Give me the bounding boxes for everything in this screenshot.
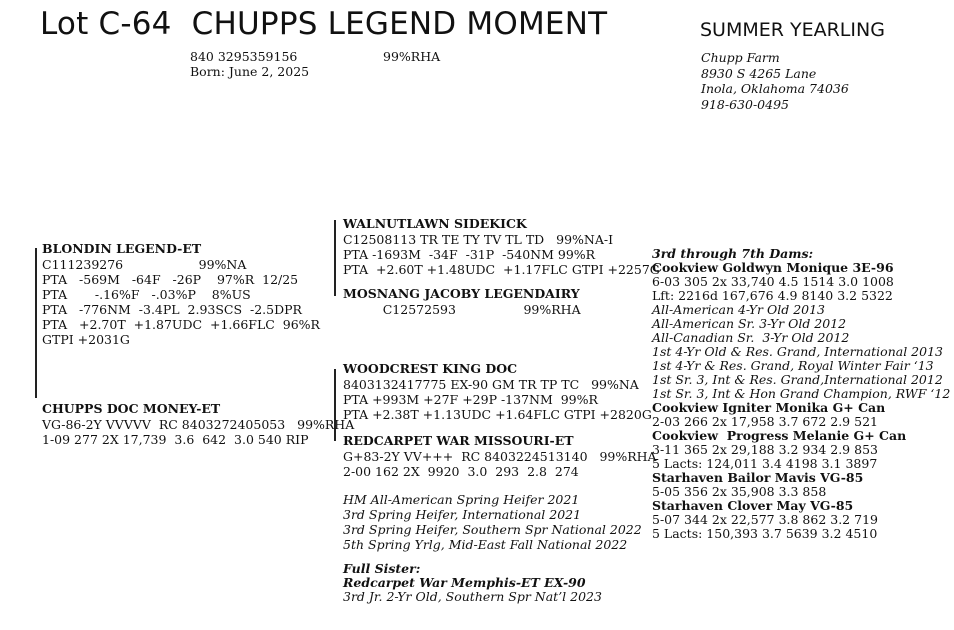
dam-ancestor-detail-line: 1st Sr. 3, Int & Res. Grand,International 2012	[652, 372, 943, 387]
sire-dam-name: MOSNANG JACOBY LEGENDAIRY	[343, 286, 580, 301]
consignor-address1: 8930 S 4265 Lane	[701, 65, 817, 81]
dam-ancestor-detail-line: All-Canadian Sr. 3-Yr Old 2012	[652, 330, 850, 345]
dam-ancestor-name: Starhaven Clover May VG-85	[652, 498, 854, 513]
dam-ancestor-detail-line: 3-11 365 2x 29,188 3.2 934 2.9 853	[652, 442, 878, 457]
dam-dam-detail-line: 2-00 162 2X 9920 3.0 293 2.8 274	[343, 463, 579, 479]
consignor-name: Chupp Farm	[701, 50, 780, 65]
dam-ancestor-detail-line: 2-03 266 2x 17,958 3.7 672 2.9 521	[652, 414, 878, 429]
dam-sire-name: WOODCREST KING DOC	[343, 361, 518, 376]
dam-ancestor-detail-line: 1st 4-Yr Old & Res. Grand, International 2013	[652, 344, 943, 359]
sire-sire-detail-line: PTA -1693M -34F -31P -540NM 99%R	[343, 246, 596, 262]
sire-detail-line: PTA -569M -64F -26P 97%R 12/25	[42, 271, 299, 287]
dam-ancestor-detail-line: 6-03 305 2x 33,740 4.5 1514 3.0 1008	[652, 274, 894, 289]
dam-details	[42, 417, 354, 447]
dam-ancestor-detail-line: 1st Sr. 3, Int & Hon Grand Champion, RWF ‘12	[652, 386, 951, 401]
consignor-address2: Inola, Oklahoma 74036	[701, 81, 849, 96]
dam-dam-details	[343, 449, 657, 479]
full-sister-heading: Full Sister:	[343, 561, 421, 576]
dam-ancestor-detail-line: 1st 4-Yr & Res. Grand, Royal Winter Fair ‘13	[652, 358, 934, 373]
dam-dam-honors	[343, 492, 657, 552]
dam-name: CHUPPS DOC MONEY-ET	[42, 401, 221, 416]
sire-dam-detail-line: C12572593 99%RHA	[343, 301, 581, 317]
dam-block	[42, 402, 354, 447]
birth-date: Born: June 2, 2025	[190, 64, 310, 79]
dam-sire-block	[343, 362, 652, 422]
sire-sire-block	[343, 217, 660, 277]
sire-detail-line: C111239276 99%NA	[42, 256, 247, 272]
dams-3-7-block	[652, 247, 950, 541]
dam-detail-line: VG-86-2Y VVVVV RC 8403272405053 99%RHA	[42, 416, 355, 432]
dams-3-7-entries	[652, 261, 950, 541]
dam-dam-honor-line: 3rd Spring Heifer, Southern Spr National 2022	[343, 521, 642, 537]
dam-dam-block	[343, 434, 657, 552]
lot-title: Lot C-64 CHUPPS LEGEND MOMENT	[40, 6, 608, 42]
consignor-phone: 918-630-0495	[701, 96, 789, 112]
dam-sire-details	[343, 377, 652, 422]
sire-name: BLONDIN LEGEND-ET	[42, 241, 202, 256]
dam-ancestor-detail-line: Lft: 2216d 167,676 4.9 8140 3.2 5322	[652, 288, 893, 303]
full-sister-honor: 3rd Jr. 2-Yr Old, Southern Spr Nat’l 2023	[343, 589, 602, 604]
dam-dam-honor-line: 3rd Spring Heifer, International 2021	[343, 506, 582, 522]
sire-detail-line: PTA -.16%F -.03%P 8%US	[42, 286, 251, 302]
dam-ancestor-detail-line: 5-05 356 2x 35,908 3.3 858	[652, 484, 827, 499]
dam-ancestor-detail-line: 5 Lacts: 150,393 3.7 5639 3.2 4510	[652, 526, 878, 541]
full-sister-block	[343, 562, 602, 604]
dam-ancestor-name: Cookview Progress Melanie G+ Can	[652, 428, 907, 443]
sire-sire-details	[343, 232, 660, 277]
sire-details	[42, 257, 320, 347]
sire-bracket-line	[35, 248, 37, 398]
sire-detail-line: PTA -776NM -3.4PL 2.93SCS -2.5DPR	[42, 301, 302, 317]
dam-ancestor-name: Cookview Goldwyn Monique 3E-96	[652, 260, 894, 275]
dam-dam-detail-line: G+83-2Y VV+++ RC 8403224513140 99%RHA	[343, 448, 657, 464]
dam-ancestor-detail-line: 5 Lacts: 124,011 3.4 4198 3.1 3897	[652, 456, 878, 471]
dam-sire-detail-line: PTA +2.38T +1.13UDC +1.64FLC GTPI +2820G	[343, 406, 652, 422]
dam-ancestor-detail-line: 5-07 344 2x 22,577 3.8 862 3.2 719	[652, 512, 878, 527]
sire-dam-details	[343, 302, 581, 317]
sire-detail-line: PTA +2.70T +1.87UDC +1.66FLC 96%R	[42, 316, 320, 332]
full-sister-name: Redcarpet War Memphis-ET EX-90	[343, 575, 586, 590]
sire-detail-line: GTPI +2031G	[42, 331, 130, 347]
sire-sire-detail-line: C12508113 TR TE TY TV TL TD 99%NA-I	[343, 231, 614, 247]
dam-detail-line: 1-09 277 2X 17,739 3.6 642 3.0 540 RIP	[42, 431, 309, 447]
dam-ancestor-name: Starhaven Bailor Mavis VG-85	[652, 470, 864, 485]
dam-ancestor-detail-line: All-American Sr. 3-Yr Old 2012	[652, 316, 847, 331]
dams-3-7-heading: 3rd through 7th Dams:	[652, 246, 814, 261]
registration-number: 840 3295359156	[190, 49, 298, 64]
sire-sire-name: WALNUTLAWN SIDEKICK	[343, 216, 527, 231]
consignor-block	[701, 50, 849, 112]
dam-ancestor-name: Cookview Igniter Monika G+ Can	[652, 400, 886, 415]
dam-dam-name: REDCARPET WAR MISSOURI-ET	[343, 433, 574, 448]
dam-ancestor-detail-line: All-American 4-Yr Old 2013	[652, 302, 826, 317]
dam-dam-honor-line: 5th Spring Yrlg, Mid-East Fall National 2022	[343, 536, 628, 552]
sale-category: SUMMER YEARLING	[700, 19, 885, 41]
dam-sire-detail-line: 8403132417775 EX-90 GM TR TP TC 99%NA	[343, 376, 639, 392]
rha-percent: 99%RHA	[383, 49, 441, 64]
sire-dam-block	[343, 287, 581, 317]
sire-block	[42, 242, 320, 347]
dam-dam-honor-line: HM All-American Spring Heifer 2021	[343, 491, 580, 507]
sire-sire-detail-line: PTA +2.60T +1.48UDC +1.17FLC GTPI +2257G	[343, 261, 660, 277]
sire-side-bracket-line	[334, 220, 336, 296]
dam-sire-detail-line: PTA +993M +27F +29P -137NM 99%R	[343, 391, 598, 407]
